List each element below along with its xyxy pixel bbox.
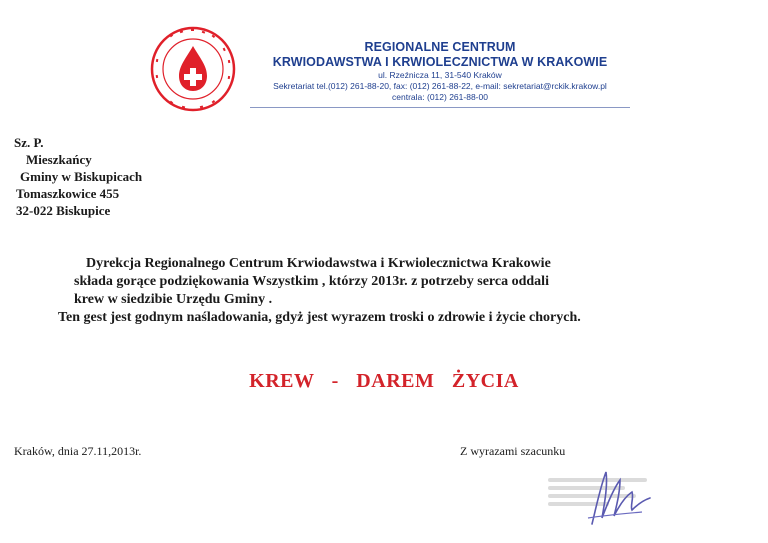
body-line-3: krew w siedzibie Urzędu Gminy . <box>74 292 273 307</box>
recipient-salutation: Sz. P. <box>14 135 44 150</box>
org-address: ul. Rzeźnicza 11, 31-540 Kraków <box>378 70 502 80</box>
org-name-line1: REGIONALNE CENTRUM <box>364 40 516 54</box>
org-name-line2: KRWIODAWSTWA I KRWIOLECZNICTWA W KRAKOWIE <box>272 55 608 69</box>
signature-icon <box>580 458 660 528</box>
recipient-street: Tomaszkowice 455 <box>16 186 120 201</box>
body-line-2: składa gorące podziękowania Wszystkim , którzy 2013r. z potrzeby serca oddali <box>74 274 549 289</box>
recipient-postal: 32-022 Biskupice <box>16 203 111 218</box>
closing-phrase: Z wyrazami szacunku <box>460 444 566 458</box>
body-line-4: Ten gest jest godnym naśladowania, gdyż jest wyrazem troski o zdrowie i życie chorych. <box>58 310 581 325</box>
org-contact: Sekretariat tel.(012) 261-88-20, fax: (012) 261-88-22, e-mail: sekretariat@rckik.krakow.pl <box>273 81 607 91</box>
recipient-block <box>14 134 142 219</box>
place-date: Kraków, dnia 27.11,2013r. <box>14 444 142 458</box>
letter-body <box>52 255 712 327</box>
slogan: KREW - DAREM ŻYCIA <box>249 370 519 392</box>
recipient-name: Mieszkańcy <box>26 152 92 167</box>
header-divider <box>250 107 630 108</box>
org-switchboard: centrala: (012) 261-88-00 <box>392 92 488 102</box>
recipient-municipality: Gminy w Biskupicach <box>20 169 143 184</box>
organization-header <box>250 40 630 103</box>
blood-drop-logo-icon <box>150 26 236 112</box>
body-line-1: Dyrekcja Regionalnego Centrum Krwiodawstwa i Krwiolecznictwa Krakowie <box>86 256 551 271</box>
